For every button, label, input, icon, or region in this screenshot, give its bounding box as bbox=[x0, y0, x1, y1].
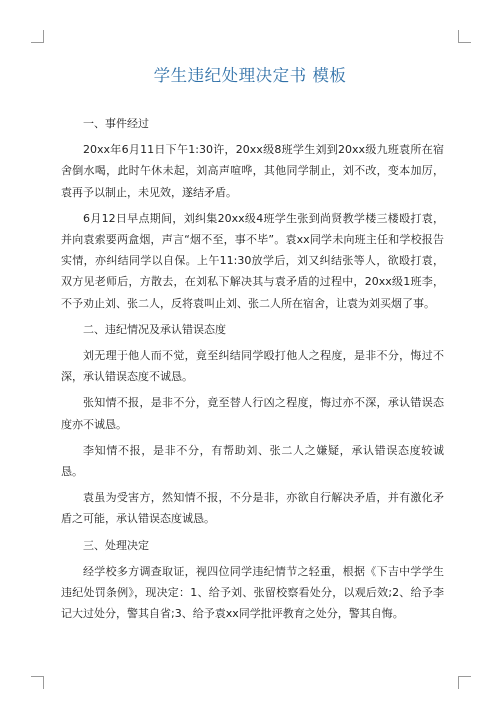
paragraph: 张知情不报，是非不分，竟至替人行凶之程度，悔过亦不深，承认错误态度亦不诚恳。 bbox=[61, 396, 444, 431]
paragraph: 李知情不报，是非不分，有帮助刘、张二人之嫌疑，承认错误态度较诚恳。 bbox=[61, 443, 444, 479]
section-heading: 一、事件经过 bbox=[83, 117, 149, 130]
crop-mark-top-right bbox=[458, 30, 471, 43]
paragraph: 20xx年6月11日下午1:30许，20xx级8班学生刘到20xx级九班袁所在宿舍倒水喝，此时午休未起，刘高声喧哗，其他同学制止，刘不改，变本加厉，袁再予以制止，未见效，遂结矛盾。 bbox=[61, 143, 444, 199]
paragraph: 经学校多方调查取证，视四位同学违纪情节之轻重，根据《下吉中学学生违纪处罚条例》，现决定：1、给予刘、张留校察看处分，以观后效;2、给予李记大过处分，警其自省;3、给予袁xx同学批评教育之处分，警其自悔。 bbox=[61, 564, 444, 621]
paragraph: 刘无理于他人而不觉，竟至纠结同学殴打他人之程度，是非不分，悔过不深，承认错误态度不诚恳。 bbox=[61, 349, 444, 384]
section-heading: 二、违纪情况及承认错误态度 bbox=[83, 322, 226, 336]
document-body bbox=[61, 113, 444, 629]
document-title: 学生违纪处理决定书 模板 bbox=[153, 66, 347, 85]
paragraph: 6月12日早点期间，刘纠集20xx级4班学生张到尚贤教学楼三楼殴打袁，并向袁索要两盒烟，声言“烟不至，事不毕”。袁xx同学未向班主任和学校报告实情，亦纠结同学以自保。上午11:30放学后，刘又纠结张等人，欲殴打袁，双方见老师后，方散去，在刘私下解决其与袁矛盾的过程中，20xx级1班李，不予劝止刘、张二人，反将袁叫止刘、张二人所在宿舍，让袁为刘买烟了事。 bbox=[61, 211, 444, 310]
crop-mark-top-left bbox=[31, 30, 44, 43]
section-heading: 三、处理决定 bbox=[83, 538, 149, 552]
paragraph: 袁虽为受害方，然知情不报，不分是非，亦欲自行解决矛盾，并有激化矛盾之可能，承认错误态度诚恳。 bbox=[61, 491, 444, 526]
crop-mark-bottom-right bbox=[458, 676, 471, 689]
crop-mark-bottom-left bbox=[31, 676, 44, 689]
